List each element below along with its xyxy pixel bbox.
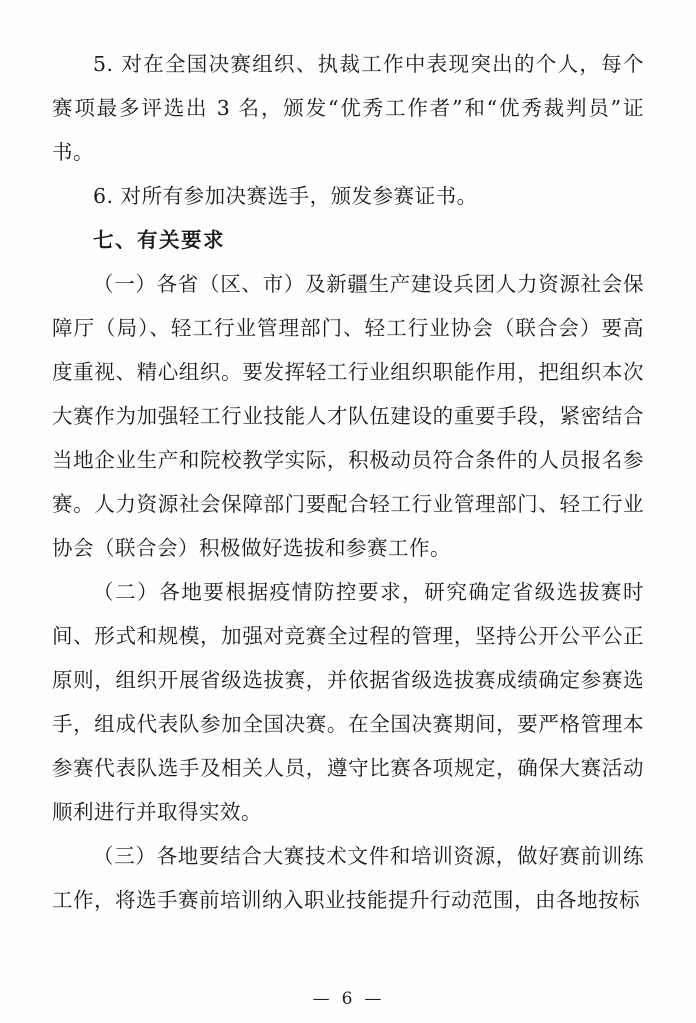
footer-dash-right: — — [364, 989, 384, 1009]
page-footer — [0, 989, 696, 1009]
document-body — [52, 42, 644, 922]
paragraph-item-san: （三）各地要结合大赛技术文件和培训资源，做好赛前训练工作，将选手赛前培训纳入职业技能提升行动范围，由各地按标 — [52, 844, 644, 912]
paragraph-item-yi: （一）各省（区、市）及新疆生产建设兵团人力资源社会保障厅（局）、轻工行业管理部门、轻工行业协会（联合会）要高度重视、精心组织。要发挥轻工行业组织职能作用，把组织本次大赛作为加强轻工行业技能人才队伍建设的重要手段，紧密结合当地企业生产和院校教学实际，积极动员符合条件的人员报名参赛。人力资源社会保障部门要配合轻工行业管理部门、轻工行业协会（联合会）积极做好选拔和参赛工作。 — [52, 272, 644, 560]
section-heading-seven: 七、有关要求 — [93, 228, 225, 252]
footer-dash-left: — — [312, 989, 332, 1009]
paragraph-item-5: 5. 对在全国决赛组织、执裁工作中表现突出的个人，每个赛项最多评选出 3 名，颁发“优秀工作者”和“优秀裁判员”证书。 — [52, 52, 644, 164]
paragraph-item-6: 6. 对所有参加决赛选手，颁发参赛证书。 — [93, 184, 478, 208]
paragraph-item-er: （二）各地要根据疫情防控要求，研究确定省级选拔赛时间、形式和规模，加强对竞赛全过程的管理，坚持公开公平公正原则，组织开展省级选拔赛，并依据省级选拔赛成绩确定参赛选手，组成代表队参加全国决赛。在全国决赛期间，要严格管理本参赛代表队选手及相关人员，遵守比赛各项规定，确保大赛活动顺利进行并取得实效。 — [52, 580, 644, 824]
page-number: 6 — [341, 989, 355, 1009]
